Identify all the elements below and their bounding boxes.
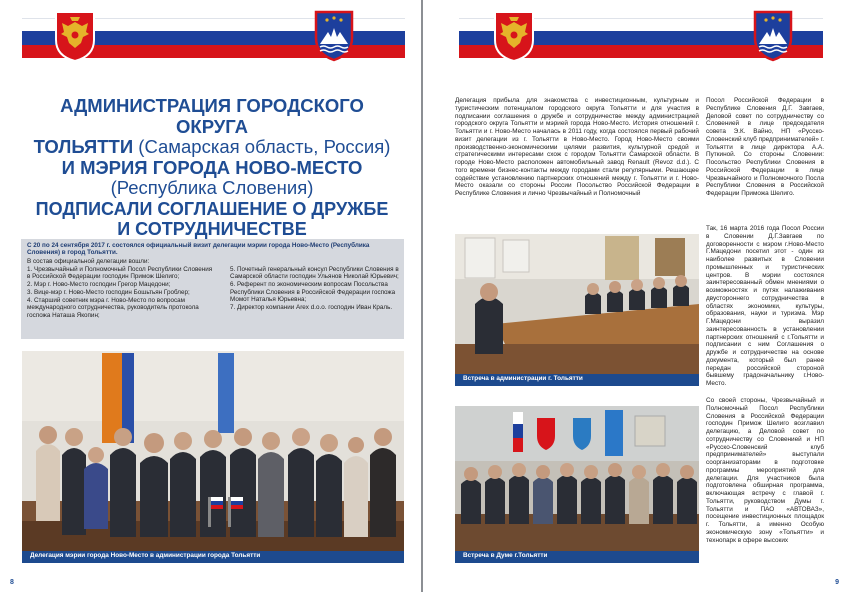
delegation-list-col2	[230, 266, 400, 312]
list-item: 5. Почетный генеральный консул Республики Словения в Самарской области господин Ульянов Николай Юрьевич;	[230, 266, 399, 281]
headline-region: (Самарская область, Россия)	[138, 136, 391, 157]
headline-line-6: И СОТРУДНИЧЕСТВЕ	[117, 219, 307, 239]
flag-banner-right	[459, 18, 823, 58]
russian-coat-of-arms-icon	[492, 10, 536, 62]
body-text-bottom-right: Со своей стороны, Чрезвычайный и Полномочный Посол Республики Словения в Российской Федерации господин Примож Шелиго возглавил делегацию, а Деловой совет по сотрудничеству со Словенией и НП «Русско-Словенский клуб предпринимателей» выступали соорганизаторами в подготовке программы мероприятий для делегации. Для участников была подготовлена обширная программа, включающая встречу с главой г. Тольятти, руководством Думы г. Тольятти и ПАО «АВТОВАЗ», посещение инвестиционных площадок г. Тольятти, а именно Особую экономическую зону «Тольятти» и технопарк в сфере высоких	[706, 397, 824, 544]
headline-line-3: И МЭРИЯ ГОРОДА НОВО-МЕСТО	[61, 156, 363, 178]
administration-meeting-photo	[455, 234, 699, 374]
body-text-top-right: Посол Российской Федерации в Республике Словения Д.Г. Завгаев, Деловой совет по сотрудничеству со Словенией в лице председателя совета Э.К. Вайно, НП «Русско-Словенский клуб предпринимателей» г. Тольятти в лице директора А.А. Путкиной. Со стороны Словении: Посольство Республики Словения в Российской Федерации в лице Чрезвычайного и Полномочного Посла Республики Словения в Российской Федерации Приможа Шелиго.	[706, 97, 824, 197]
left-page	[0, 0, 421, 592]
headline-country: (Республика Словения)	[110, 177, 314, 198]
infobox-intro: В состав официальной делегации вошли:	[27, 258, 150, 265]
page-number-right: 9	[835, 579, 839, 586]
infobox-lead: С 20 по 24 сентября 2017 г. состоялся официальный визит делегации мэрии города Ново-Место (Республика Словения) в город Тольятти.	[27, 242, 370, 257]
slovenian-coat-of-arms-icon	[312, 10, 356, 62]
article-headline	[22, 96, 402, 240]
delegation-list-col1	[27, 266, 217, 319]
list-item: 4. Старший советник мэра г. Ново-Место по вопросам международного сотрудничества, руководитель протокола госпожа Наташа Якопин;	[27, 296, 199, 319]
list-item: 1. Чрезвычайный и Полномочный Посол Республики Словения в Российской Федерации господин Примож Шелиго;	[27, 266, 213, 281]
duma-photo-image	[455, 406, 699, 551]
administration-photo-caption: Встреча в администрации г. Тольятти	[455, 374, 699, 386]
delegation-group-photo	[22, 351, 404, 551]
list-item: 7. Директор компании Arex d.o.o. господин Иван Краль.	[230, 303, 393, 311]
body-text-top-left: Делегация прибыла для знакомства с инвестиционным, культурным и туристическим потенциалом городского округа Тольятти и для участия в подписании соглашения о дружбе и сотрудничестве между администрацией городского округа Тольятти и мэрией города Ново-Место. История отношений г. Тольятти и г. Ново-Место началась в 2011 году, когда состоялся первый рабочий визит делегации из г. Тольятти в Ново-Место. Город Ново-Место своими производственно-экономическими целями развития, культурной средой и стратегическими интересами схож с городом Тольятти Самарской области. В городе Ново-Место расположен автомобильный завод Renault (Revoz d.d.). С того времени бизнес-контакты между городами стали регулярными. Решающее содействие установлению партнерских отношений между г. Тольятти и г. Ново-Место оказали со стороны России Посольство Российской Федерации в Республике Словения и лично Чрезвычайный и Полномочный	[455, 97, 699, 197]
page-number-left: 8	[10, 579, 14, 586]
body-text-mid-right: Так, 16 марта 2016 года Посол России в Словении Д.Г.Завгаев по договоренности с мэром г.Ново-Место Г.Мацедони посетил этот - один из наиболее развитых в Словении промышленных и туристических центров. В мэрии состоялся заинтересованный обмен мнениями о возможностях и путях налаживания двустороннего сотрудничества в областях экономики, культуры, образования, науки и туризма. Мэр Г.Мацедони выразил заинтересованность в установлении партнерских отношений с г.Тольятти и подписании с ним Соглашения о дружбе и сотрудничестве на основе документа, который был ранее передан российской стороной бывшему градоначальнику г.Ново-Место.	[706, 225, 824, 387]
headline-city: ТОЛЬЯТТИ	[33, 136, 134, 157]
list-item: 2. Мэр г. Ново-Место господин Грегор Мацедони;	[27, 281, 171, 289]
russian-coat-of-arms-icon	[53, 10, 97, 62]
duma-meeting-photo	[455, 406, 699, 551]
flag-banner-left	[22, 18, 405, 58]
delegation-info-box	[21, 239, 404, 339]
headline-line-5: ПОДПИСАЛИ СОГЛАШЕНИЕ О ДРУЖБЕ	[35, 198, 389, 219]
right-page	[423, 0, 845, 592]
group-photo-image	[22, 351, 404, 551]
list-item: 3. Вице-мэр г. Ново-Место господин Бошьтьян Гроблер;	[27, 289, 190, 296]
slovenian-coat-of-arms-icon	[751, 10, 795, 62]
meeting-photo-image	[455, 234, 699, 374]
duma-photo-caption: Встреча в Думе г.Тольятти	[455, 551, 699, 563]
headline-line-1: АДМИНИСТРАЦИЯ ГОРОДСКОГО ОКРУГА	[60, 95, 364, 137]
group-photo-caption: Делегация мэрии города Ново-Место в администрации города Тольятти	[22, 551, 404, 563]
list-item: 6. Референт по экономическим вопросам Посольства Республики Словения в Российской Федерации госпожа Момот Наталья Юрьевна;	[230, 281, 396, 304]
